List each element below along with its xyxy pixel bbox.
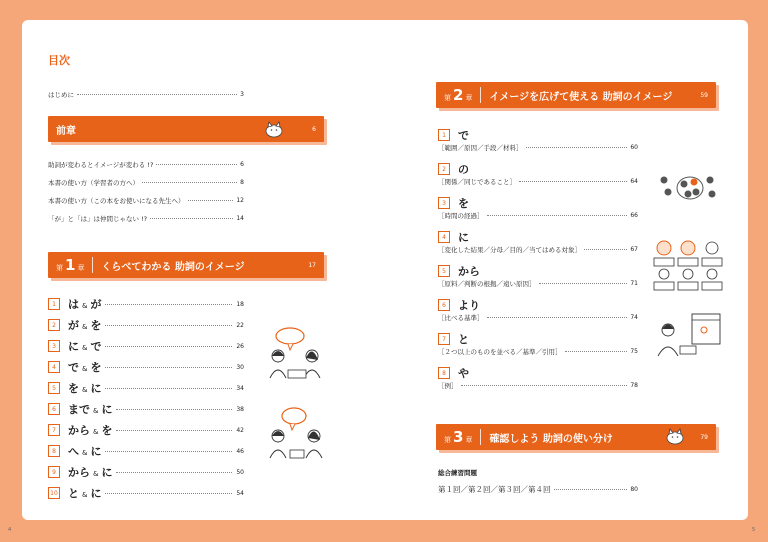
page-number-right: 5 xyxy=(752,527,756,533)
chapter1-item[interactable]: 1 は & が 18 xyxy=(48,297,244,311)
chapter2-item[interactable]: 4 に xyxy=(438,230,638,244)
chapter1-banner[interactable]: 第 1 章 くらべてわかる 助詞のイメージ 17 xyxy=(48,252,324,278)
person-with-calendar-illustration xyxy=(654,310,724,364)
two-people-listening-illustration xyxy=(262,404,332,464)
banner-title: 確認しよう 助詞の使い分け xyxy=(489,433,613,445)
practice-entry[interactable]: 第１回／第２回／第３回／第４回 80 xyxy=(438,485,638,494)
chapter1-item[interactable]: 6 まで & に 38 xyxy=(48,402,244,416)
cat-icon xyxy=(664,427,686,449)
chapter1-item[interactable]: 3 に & で 26 xyxy=(48,339,244,353)
banner-page: 17 xyxy=(308,261,316,269)
chapter2-desc[interactable]: ［範囲／原因／手段／材料］ 60 xyxy=(438,144,638,152)
page-number-left: 4 xyxy=(8,527,12,533)
classroom-illustration xyxy=(650,236,726,296)
chapter2-desc[interactable]: ［原料／判断の根拠／遠い原因］ 71 xyxy=(438,280,638,288)
chapter2-desc[interactable]: ［関係／同じであること］ 64 xyxy=(438,178,638,186)
two-people-talking-illustration xyxy=(262,326,332,386)
banner-page: 59 xyxy=(700,91,708,99)
chapter2-item[interactable]: 2 の xyxy=(438,162,638,176)
toc-entry-intro[interactable] xyxy=(48,90,244,99)
chapter2-desc[interactable]: ［比べる基準］ 74 xyxy=(438,314,638,322)
chapter2-item[interactable]: 6 より xyxy=(438,298,638,312)
chapter3-banner[interactable]: 第 3 章 確認しよう 助詞の使い分け 79 xyxy=(436,424,716,450)
toc-entry[interactable]: 助詞が変わるとイメージが変わる !? 6 xyxy=(48,161,244,169)
chapter2-desc[interactable]: ［２つ以上のものを並べる／基準／引用］ 75 xyxy=(438,348,638,356)
chapter2-desc[interactable]: ［変化した結果／分母／目的／当てはめる対象］ 67 xyxy=(438,246,638,254)
chapter1-item[interactable]: 8 へ & に 46 xyxy=(48,444,244,458)
chapter1-item[interactable]: 2 が & を 22 xyxy=(48,318,244,332)
toc-entry-page: 3 xyxy=(240,91,244,98)
chapter1-item[interactable]: 7 から & を 42 xyxy=(48,423,244,437)
chapter2-item[interactable]: 5 から xyxy=(438,264,638,278)
chapter1-item[interactable]: 5 を & に 34 xyxy=(48,381,244,395)
cat-icon xyxy=(263,120,285,142)
chapter1-item[interactable]: 9 から & に 50 xyxy=(48,465,244,479)
prologue-banner[interactable] xyxy=(48,116,324,142)
chapter2-item[interactable]: 3 を xyxy=(438,196,638,210)
banner-title: くらべてわかる 助詞のイメージ xyxy=(101,261,245,273)
chapter1-item[interactable]: 4 で & を 30 xyxy=(48,360,244,374)
banner-page: 6 xyxy=(312,125,316,133)
chapter2-item[interactable]: 1 で xyxy=(438,128,638,142)
chapter2-banner[interactable]: 第 2 章 イメージを広げて使える 助詞のイメージ 59 xyxy=(436,82,716,108)
toc-entry[interactable]: 本書の使い方（この本をお使いになる先生へ） 12 xyxy=(48,197,244,205)
banner-title: 前章 xyxy=(56,125,76,137)
toc-entry[interactable]: 「が」と「は」は仲間じゃない !? 14 xyxy=(48,215,244,223)
banner-title: イメージを広げて使える 助詞のイメージ xyxy=(489,91,673,103)
dots-group-illustration xyxy=(658,170,718,210)
section-title: 総合練習問題 xyxy=(438,469,477,477)
chapter2-item[interactable]: 8 や xyxy=(438,366,638,380)
chapter1-item[interactable]: 10 と & に 54 xyxy=(48,486,244,500)
toc-entry-label: はじめに xyxy=(48,91,74,99)
chapter2-desc[interactable]: ［例］ 78 xyxy=(438,382,638,390)
chapter2-desc[interactable]: ［時間の経過］ 66 xyxy=(438,212,638,220)
toc-title: 目次 xyxy=(48,54,70,67)
chapter2-item[interactable]: 7 と xyxy=(438,332,638,346)
banner-page: 79 xyxy=(700,433,708,441)
toc-entry[interactable]: 本書の使い方（学習者の方へ） 8 xyxy=(48,179,244,187)
